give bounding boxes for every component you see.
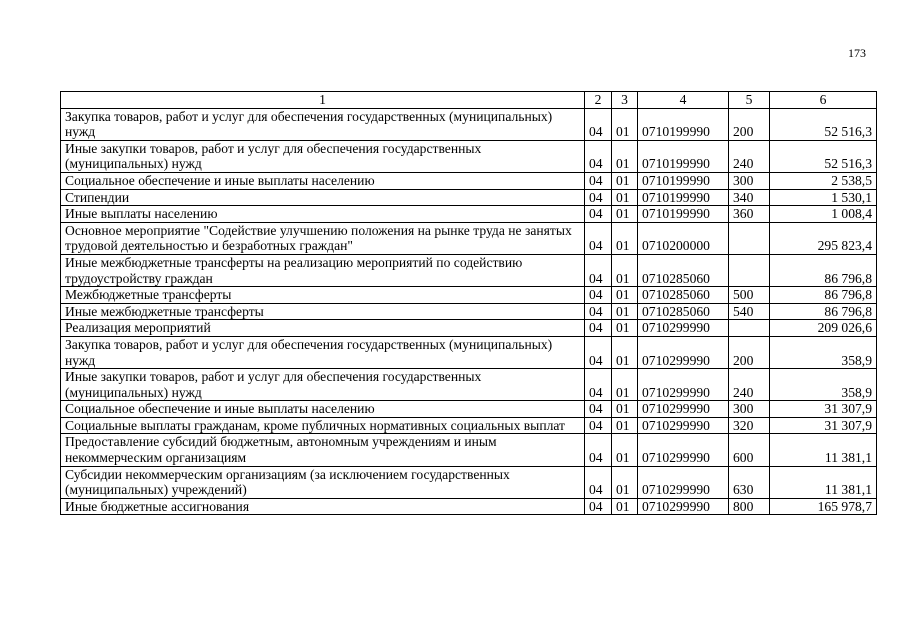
section-code-cell: 04 [585, 498, 612, 515]
target-article-code-cell: 0710299990 [638, 466, 729, 498]
amount-cell: 1 008,4 [770, 206, 877, 223]
section-code-cell: 04 [585, 222, 612, 254]
table-row [61, 401, 877, 418]
section-code-cell: 04 [585, 206, 612, 223]
column-header-2: 2 [585, 92, 612, 109]
target-article-code-cell: 0710299990 [638, 401, 729, 418]
expense-type-code-cell: 500 [729, 287, 770, 304]
expense-type-code-cell: 320 [729, 417, 770, 434]
section-code-cell: 04 [585, 369, 612, 401]
expense-type-code-cell [729, 254, 770, 286]
item-name-cell: Иные межбюджетные трансферты на реализацию мероприятий по содействию трудоустройству граждан [61, 254, 585, 286]
table-row [61, 434, 877, 466]
subsection-code-cell: 01 [612, 320, 638, 337]
target-article-code-cell: 0710299990 [638, 369, 729, 401]
budget-table [60, 91, 877, 515]
table-row [61, 222, 877, 254]
amount-cell: 358,9 [770, 336, 877, 368]
subsection-code-cell: 01 [612, 222, 638, 254]
amount-cell: 1 530,1 [770, 189, 877, 206]
subsection-code-cell: 01 [612, 287, 638, 304]
expense-type-code-cell: 540 [729, 303, 770, 320]
column-header-3: 3 [612, 92, 638, 109]
item-name-cell: Субсидии некоммерческим организациям (за исключением государственных (муниципальных) учреждений) [61, 466, 585, 498]
subsection-code-cell: 01 [612, 206, 638, 223]
section-code-cell: 04 [585, 434, 612, 466]
subsection-code-cell: 01 [612, 498, 638, 515]
section-code-cell: 04 [585, 140, 612, 172]
page-number: 173 [848, 46, 866, 60]
amount-cell: 2 538,5 [770, 172, 877, 189]
subsection-code-cell: 01 [612, 108, 638, 140]
amount-cell: 86 796,8 [770, 303, 877, 320]
expense-type-code-cell [729, 222, 770, 254]
target-article-code-cell: 0710299990 [638, 336, 729, 368]
amount-cell: 11 381,1 [770, 466, 877, 498]
table-row [61, 417, 877, 434]
target-article-code-cell: 0710199990 [638, 172, 729, 189]
subsection-code-cell: 01 [612, 189, 638, 206]
expense-type-code-cell: 600 [729, 434, 770, 466]
target-article-code-cell: 0710200000 [638, 222, 729, 254]
subsection-code-cell: 01 [612, 369, 638, 401]
item-name-cell: Социальное обеспечение и иные выплаты населению [61, 172, 585, 189]
amount-cell: 209 026,6 [770, 320, 877, 337]
section-code-cell: 04 [585, 303, 612, 320]
subsection-code-cell: 01 [612, 401, 638, 418]
item-name-cell: Закупка товаров, работ и услуг для обеспечения государственных (муниципальных) нужд [61, 336, 585, 368]
section-code-cell: 04 [585, 108, 612, 140]
table-row [61, 172, 877, 189]
item-name-cell: Межбюджетные трансферты [61, 287, 585, 304]
item-name-cell: Реализация мероприятий [61, 320, 585, 337]
column-header-6: 6 [770, 92, 877, 109]
expense-type-code-cell: 240 [729, 369, 770, 401]
subsection-code-cell: 01 [612, 466, 638, 498]
target-article-code-cell: 0710299990 [638, 320, 729, 337]
table-row [61, 189, 877, 206]
target-article-code-cell: 0710199990 [638, 206, 729, 223]
amount-cell: 31 307,9 [770, 401, 877, 418]
expense-type-code-cell: 200 [729, 108, 770, 140]
section-code-cell: 04 [585, 466, 612, 498]
item-name-cell: Основное мероприятие "Содействие улучшению положения на рынке труда не занятых трудовой деятельностью и безработных граждан" [61, 222, 585, 254]
item-name-cell: Закупка товаров, работ и услуг для обеспечения государственных (муниципальных) нужд [61, 108, 585, 140]
expense-type-code-cell: 240 [729, 140, 770, 172]
expense-type-code-cell: 800 [729, 498, 770, 515]
expense-type-code-cell: 340 [729, 189, 770, 206]
amount-cell: 11 381,1 [770, 434, 877, 466]
target-article-code-cell: 0710285060 [638, 254, 729, 286]
table-row [61, 466, 877, 498]
item-name-cell: Иные закупки товаров, работ и услуг для обеспечения государственных (муниципальных) нужд [61, 369, 585, 401]
table-row [61, 254, 877, 286]
column-header-1: 1 [61, 92, 585, 109]
amount-cell: 52 516,3 [770, 108, 877, 140]
item-name-cell: Социальные выплаты гражданам, кроме публичных нормативных социальных выплат [61, 417, 585, 434]
table-row [61, 369, 877, 401]
target-article-code-cell: 0710199990 [638, 140, 729, 172]
item-name-cell: Иные закупки товаров, работ и услуг для обеспечения государственных (муниципальных) нужд [61, 140, 585, 172]
subsection-code-cell: 01 [612, 172, 638, 189]
amount-cell: 295 823,4 [770, 222, 877, 254]
target-article-code-cell: 0710285060 [638, 303, 729, 320]
table-row [61, 287, 877, 304]
subsection-code-cell: 01 [612, 336, 638, 368]
target-article-code-cell: 0710199990 [638, 189, 729, 206]
table-row [61, 336, 877, 368]
target-article-code-cell: 0710299990 [638, 434, 729, 466]
table-header-row [61, 92, 877, 109]
expense-type-code-cell: 200 [729, 336, 770, 368]
amount-cell: 358,9 [770, 369, 877, 401]
expense-type-code-cell: 630 [729, 466, 770, 498]
target-article-code-cell: 0710299990 [638, 498, 729, 515]
section-code-cell: 04 [585, 320, 612, 337]
item-name-cell: Иные бюджетные ассигнования [61, 498, 585, 515]
section-code-cell: 04 [585, 189, 612, 206]
target-article-code-cell: 0710299990 [638, 417, 729, 434]
table-row [61, 206, 877, 223]
section-code-cell: 04 [585, 417, 612, 434]
table-row [61, 498, 877, 515]
subsection-code-cell: 01 [612, 140, 638, 172]
subsection-code-cell: 01 [612, 417, 638, 434]
section-code-cell: 04 [585, 401, 612, 418]
item-name-cell: Социальное обеспечение и иные выплаты населению [61, 401, 585, 418]
item-name-cell: Иные межбюджетные трансферты [61, 303, 585, 320]
subsection-code-cell: 01 [612, 303, 638, 320]
amount-cell: 86 796,8 [770, 287, 877, 304]
expense-type-code-cell [729, 320, 770, 337]
table-row [61, 140, 877, 172]
expense-type-code-cell: 360 [729, 206, 770, 223]
subsection-code-cell: 01 [612, 434, 638, 466]
amount-cell: 86 796,8 [770, 254, 877, 286]
amount-cell: 52 516,3 [770, 140, 877, 172]
item-name-cell: Стипендии [61, 189, 585, 206]
table-row [61, 108, 877, 140]
table-body [61, 108, 877, 515]
target-article-code-cell: 0710285060 [638, 287, 729, 304]
amount-cell: 31 307,9 [770, 417, 877, 434]
expense-type-code-cell: 300 [729, 401, 770, 418]
column-header-4: 4 [638, 92, 729, 109]
table-row [61, 303, 877, 320]
column-header-5: 5 [729, 92, 770, 109]
section-code-cell: 04 [585, 254, 612, 286]
table-row [61, 320, 877, 337]
section-code-cell: 04 [585, 336, 612, 368]
item-name-cell: Иные выплаты населению [61, 206, 585, 223]
item-name-cell: Предоставление субсидий бюджетным, автономным учреждениям и иным некоммерческим организациям [61, 434, 585, 466]
amount-cell: 165 978,7 [770, 498, 877, 515]
section-code-cell: 04 [585, 287, 612, 304]
expense-type-code-cell: 300 [729, 172, 770, 189]
section-code-cell: 04 [585, 172, 612, 189]
target-article-code-cell: 0710199990 [638, 108, 729, 140]
subsection-code-cell: 01 [612, 254, 638, 286]
